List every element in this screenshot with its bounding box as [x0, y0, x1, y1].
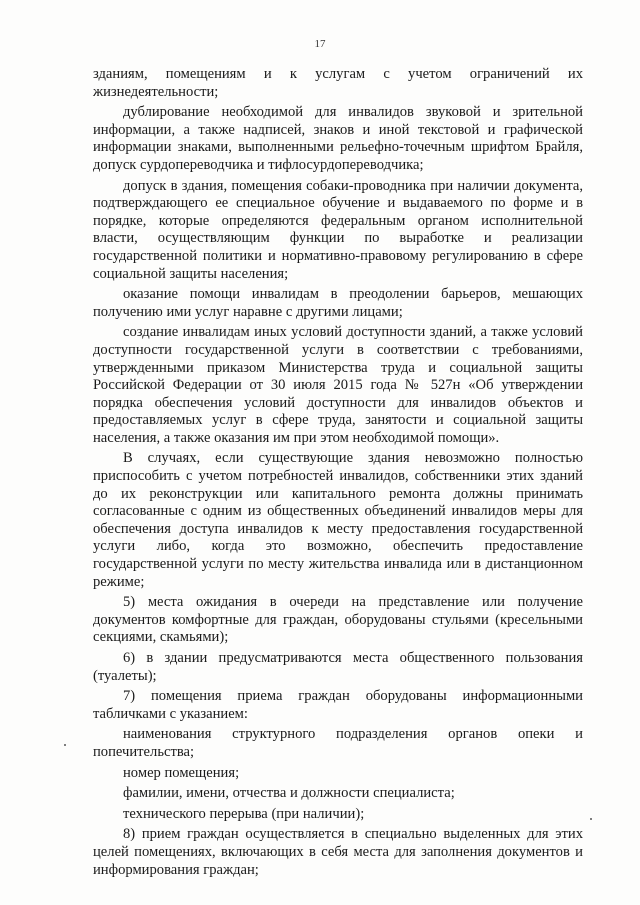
sign-item-room-number: номер помещения;: [123, 764, 240, 781]
paragraph-barrier-assistance: оказание помощи инвалидам в преодолении барьеров, мешающих получению ими услуг наравне с другими лицами;: [93, 286, 583, 320]
document-body: [93, 66, 583, 879]
paragraph-existing-buildings: В случаях, если существующие здания невозможно полностью приспособить с учетом потребностей инвалидов, собственники этих зданий до их реконструкции или капитального ремонта должны принимать согласованные с одним из общественных объединений инвалидов меры для обеспечения доступа инвалидов к месту предоставления государственной услуги либо, когда это возможно, обеспечить предоставление государственной услуги по месту жительства инвалида или в дистанционном режиме;: [93, 450, 583, 590]
paragraph-accessibility-conditions: создание инвалидам иных условий доступности зданий, а также условий доступности государственной услуги в соответствии с требованиями, утвержденными приказом Министерства труда и социальной защиты Российской Федерации от 30 июля 2015 года № 527н «Об утверждении порядка обеспечения условий доступности для инвалидов объектов и предоставляемых услуг в сфере труда, занятости и социальной защиты населения, а также оказания им при этом необходимой помощи».: [93, 324, 583, 446]
page-number: 17: [314, 38, 326, 50]
scan-speck: [64, 744, 66, 746]
scan-speck: [590, 818, 592, 820]
list-item-7-information-signs: 7) помещения приема граждан оборудованы информационными табличками с указанием:: [93, 688, 583, 722]
paragraph-braille-duplication: дублирование необходимой для инвалидов звуковой и зрительной информации, а также надписей, знаков и иной текстовой и графической информации знаками, выполненными рельефно-точечным шрифтом Брайля, допуск сурдопереводчика и тифлосурдопереводчика;: [93, 104, 583, 173]
list-item-8-reception-rooms: 8) прием граждан осуществляется в специально выделенных для этих целей помещениях, включающих в себя места для заполнения документов и информирования граждан;: [93, 826, 583, 878]
sign-item-department-name: наименования структурного подразделения органов опеки и попечительства;: [93, 726, 583, 760]
paragraph-guide-dog: допуск в здания, помещения собаки-проводника при наличии документа, подтверждающего ее специальное обучение и выдаваемого по форме и в порядке, которые определяются федеральным органом исполнительной власти, осуществляющим функции по выработке и реализации государственной политики и нормативно-правовому регулированию в сфере социальной защиты населения;: [93, 177, 583, 282]
list-item-6-restrooms: 6) в здании предусматриваются места общественного пользования (туалеты);: [93, 650, 583, 684]
paragraph-continuation: зданиям, помещениям и к услугам с учетом ограничений их жизнедеятельности;: [93, 66, 583, 100]
list-item-5-waiting-places: 5) места ожидания в очереди на представление или получение документов комфортные для граждан, оборудованы стульями (кресельными секциями, скамьями);: [93, 594, 583, 646]
sign-item-break-time: технического перерыва (при наличии);: [123, 805, 365, 822]
sign-item-specialist-name: фамилии, имени, отчества и должности специалиста;: [123, 785, 455, 802]
